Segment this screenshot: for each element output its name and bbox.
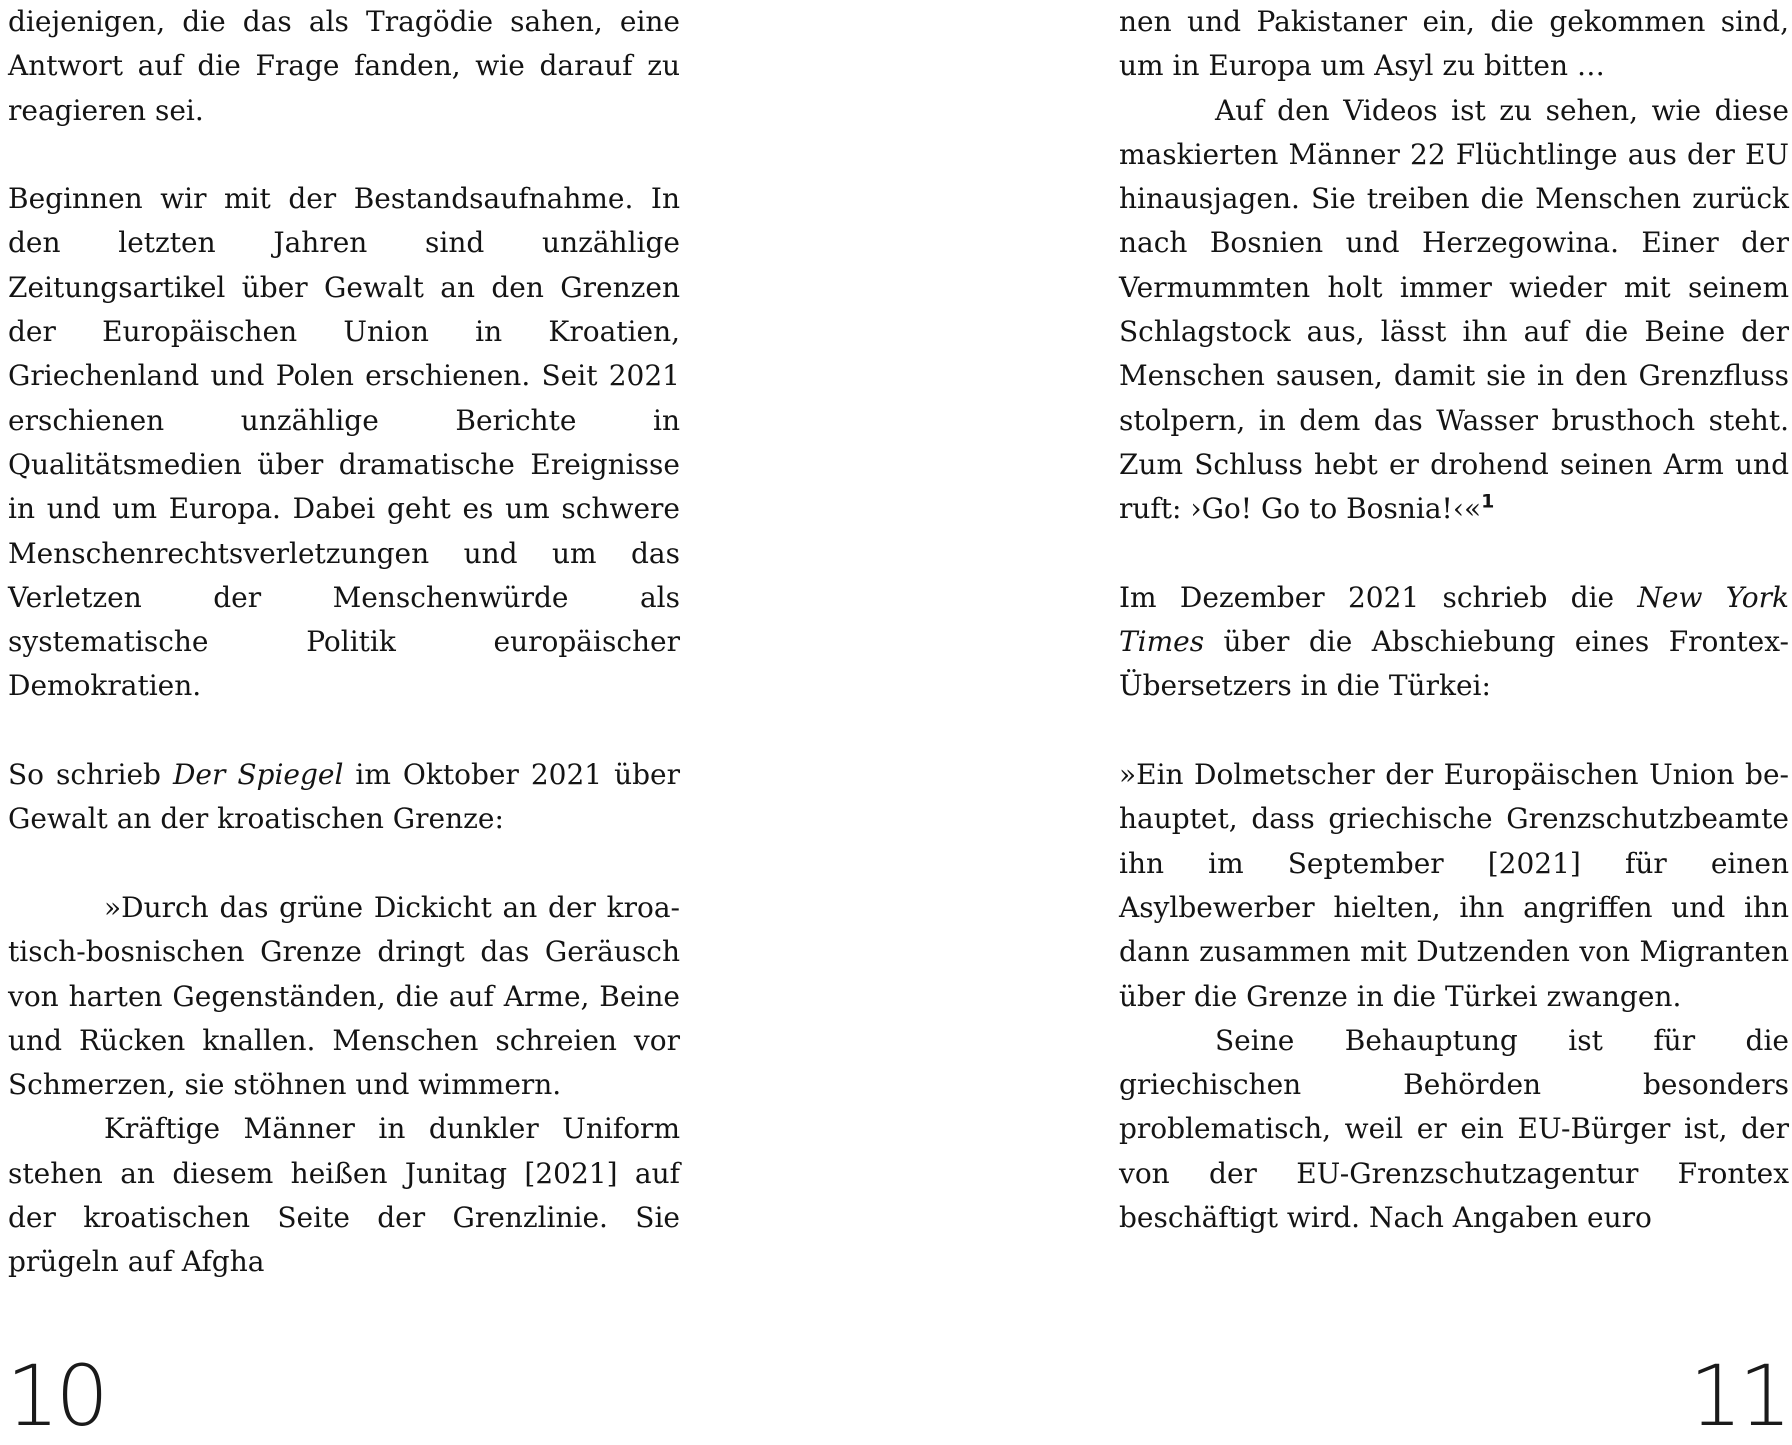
block-quote-paragraph: »Durch das grüne Dickicht an der kroatisch-bosnischen Grenze dringt das Geräusch von harten Gegenständen, die auf Arme, Beine und Rücken knallen. Menschen schreien vor Schmerzen, sie stöhnen und wimmern.: [8, 890, 680, 1102]
block-quote-paragraph: Kräftige Männer in dunkler Uniform stehen an diesem heißen Junitag [2021] auf der kroatischen Seite der Grenzlinie. Sie prügeln auf Afgha: [8, 1112, 680, 1279]
text-span: über die Abschiebung eines Frontex-Übersetzers in die Türkei:: [1119, 625, 1789, 703]
right-page: [896, 0, 1792, 1445]
page-number: 10: [6, 1347, 105, 1445]
paragraph: Beginnen wir mit der Bestandsaufnahme. In den letzten Jahren sind unzählige Zeitungsartikel über Gewalt an den Grenzen der Europäischen Union in Kroatien, Griechenland und Polen erschienen. Seit 2021 erschienen unzählige Berichte in Qualitätsmedien über dramatische Ereignisse in und um Europa. Dabei geht es um schwere Menschenrechtsverletzungen und um das Verletzen der Menschenwürde als systematische Politik europäischer Demokratien.: [8, 182, 680, 703]
paragraph: nen und Pakistaner ein, die gekommen sind, um in Europa um Asyl zu bitten …: [1119, 5, 1789, 83]
publication-title: Der Spiegel: [172, 758, 344, 792]
text-span: Im Dezember 2021 schrieb die: [1119, 580, 1638, 614]
page-number: 11: [1689, 1347, 1788, 1445]
right-text-column: [1119, 0, 1789, 1240]
paragraph: diejenigen, die das als Tragödie sahen, eine Antwort auf die Frage fanden, wie darauf zu reagieren sei.: [8, 5, 680, 127]
publication-title: New York Times: [1119, 580, 1789, 659]
block-quote-paragraph: [1119, 89, 1789, 532]
text-span: Auf den Videos ist zu sehen, wie diese maskierten Männer 22 Flüchtlinge aus der EU hinausjagen. Sie treiben die Menschen zurück nach Bosnien und Herzegowina. Einer der Vermummten holt immer wieder mit seinem Schlagstock aus, lässt ihn auf die Beine der Menschen sausen, damit sie in den Grenzfluss stolpern, in dem das Wasser brusthoch steht. Zum Schluss hebt er drohend seinen Arm und ruft: ›Go! Go to Bosnia!‹«: [1119, 93, 1789, 526]
left-text-column: [8, 0, 680, 1285]
text-span: So schrieb: [8, 758, 173, 792]
text-span: im Oktober 2021 über Gewalt an der kroatischen Grenze:: [8, 758, 680, 836]
block-quote-paragraph: »Ein Dolmetscher der Europäischen Union behauptet, dass griechische Grenzschutzbeamte ihn im September [2021] für einen Asylbewerber hielten, ihn angriffen und ihn dann zusammen mit Dutzenden von Migranten über die Grenze in die Türkei zwangen.: [1119, 758, 1789, 1013]
footnote-marker[interactable]: 1: [1481, 490, 1495, 513]
paragraph: [1119, 576, 1789, 709]
block-quote-paragraph: Seine Behauptung ist für die griechischen Behörden besonders problematisch, weil er ein EU-Bürger ist, der von der EU-Grenzschutzagentur Frontex beschäftigt wird. Nach Angaben euro: [1119, 1023, 1789, 1235]
paragraph: [8, 753, 680, 842]
